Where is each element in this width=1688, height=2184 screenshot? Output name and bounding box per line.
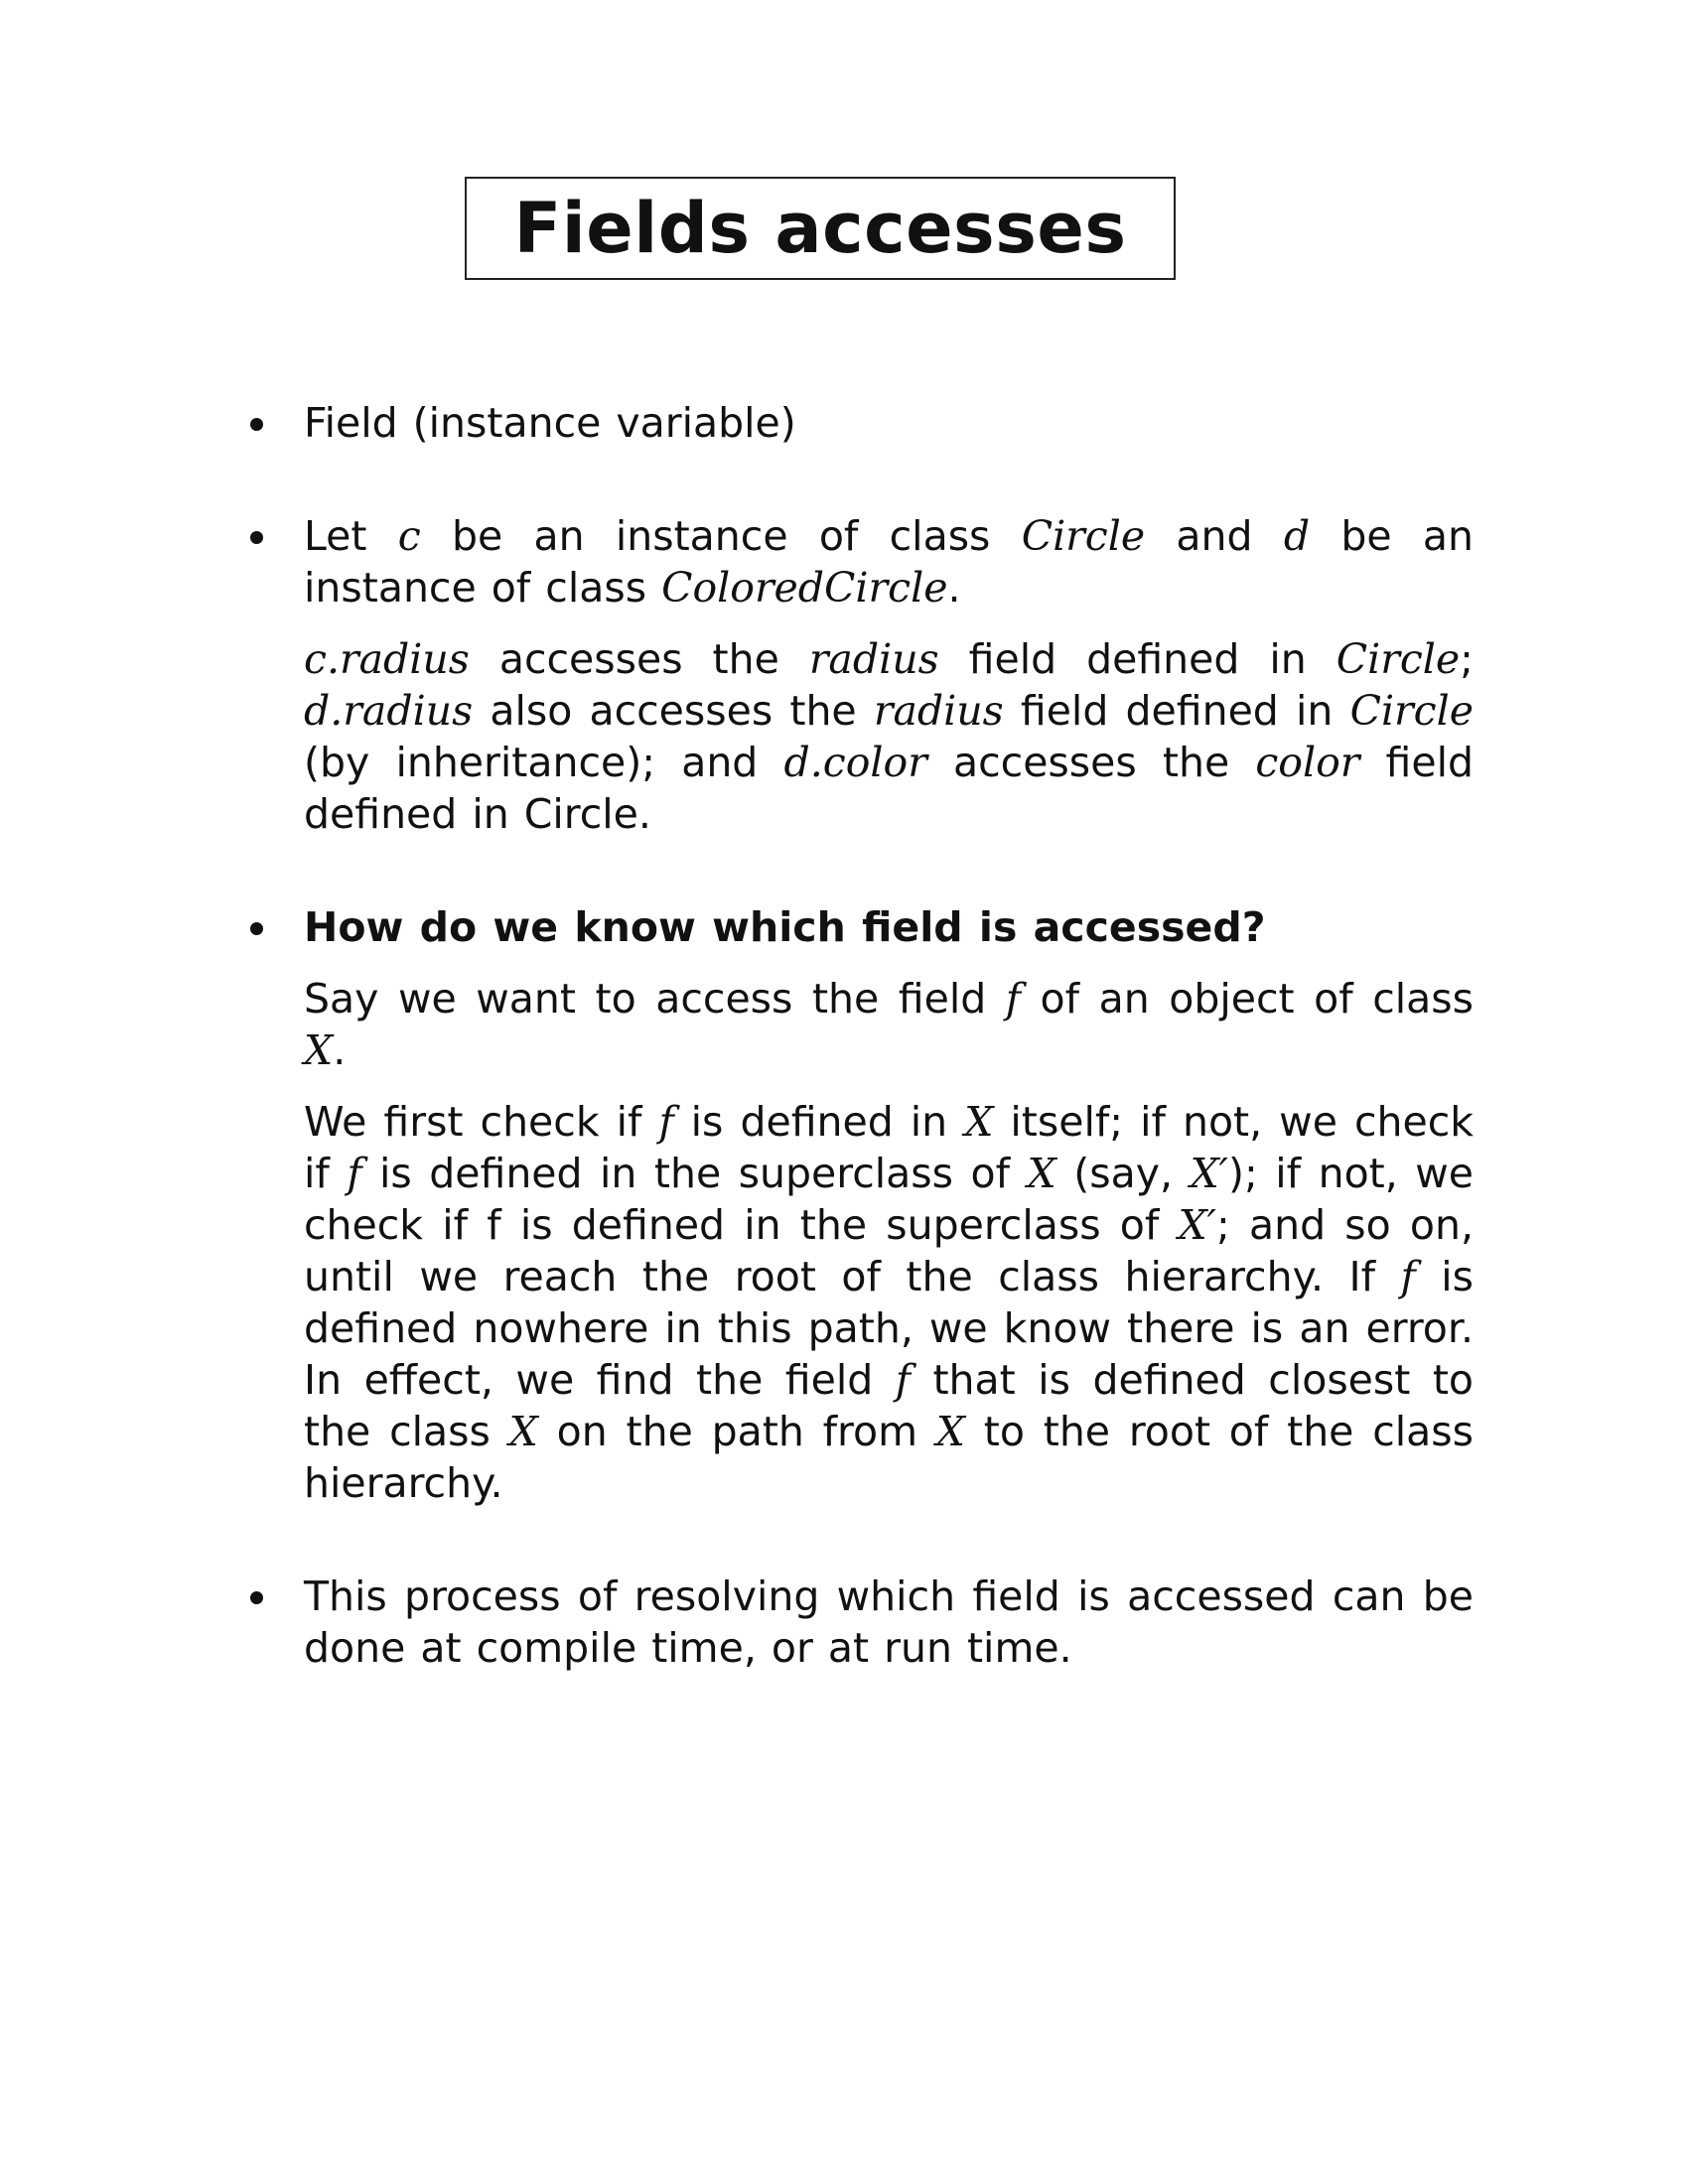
text-run: and xyxy=(1145,512,1284,560)
text-run: We first check if xyxy=(304,1098,659,1146)
text-run: This process of resolving which field is accessed can be done at compile time, or at run time. xyxy=(304,1572,1474,1672)
text-run: ; xyxy=(1460,635,1474,683)
text-run: (by inheritance); and xyxy=(304,739,784,786)
bullet-item xyxy=(242,397,1474,449)
math-term: c xyxy=(397,512,421,560)
text-run: field defined in xyxy=(938,635,1336,683)
math-term: X xyxy=(1027,1150,1056,1197)
math-term: d.radius xyxy=(304,687,474,735)
paragraph xyxy=(304,510,1474,614)
math-term: Circle xyxy=(1336,635,1461,683)
math-term: X xyxy=(304,1026,334,1074)
paragraph xyxy=(304,973,1474,1076)
paragraph xyxy=(304,901,1474,953)
math-term: f xyxy=(1005,975,1021,1023)
math-term: d.color xyxy=(783,739,927,786)
math-term: f xyxy=(1400,1253,1416,1300)
bullet-item xyxy=(242,510,1474,840)
text-run: ); if not, we check if f is defined in the superclass of xyxy=(304,1150,1475,1249)
math-term: X xyxy=(508,1408,538,1455)
math-term: X xyxy=(964,1098,994,1146)
math-term: Circle xyxy=(1349,687,1474,735)
text-run: Field (instance variable) xyxy=(304,399,796,447)
math-term: ColoredCircle xyxy=(661,564,948,612)
bullet-item xyxy=(242,901,1474,1509)
text-run: to the root of the class hierarchy. xyxy=(304,1408,1474,1507)
text-run: Let xyxy=(304,512,398,560)
text-run: field defined in xyxy=(1003,687,1350,735)
bullet-dot-icon xyxy=(250,418,263,431)
paragraph xyxy=(304,397,1474,449)
math-term: color xyxy=(1255,739,1360,786)
paragraph xyxy=(304,1570,1474,1674)
math-term: f xyxy=(347,1150,362,1197)
bullet-body xyxy=(304,397,1474,449)
math-term: radius xyxy=(873,687,1004,735)
title-box xyxy=(465,177,1176,280)
text-run: be an instance of class xyxy=(420,512,1022,560)
text-run: accesses the xyxy=(926,739,1256,786)
text-run: is defined nowhere in this path, we know there is an error. In effect, we find the field xyxy=(304,1253,1474,1404)
text-run: that is defined closest to the class xyxy=(304,1356,1474,1455)
math-term: c.radius xyxy=(304,635,470,683)
math-term: d xyxy=(1283,512,1311,560)
page-title: Fields accesses xyxy=(513,188,1127,269)
text-run: accesses the xyxy=(469,635,809,683)
text-run: ; and so on, until we reach the root of the class hierarchy. If xyxy=(304,1201,1474,1300)
text-run: of an object of class xyxy=(1020,975,1474,1023)
bullet-body xyxy=(304,510,1474,840)
math-term: X xyxy=(935,1408,965,1455)
math-term: Circle xyxy=(1021,512,1146,560)
bullet-body xyxy=(304,901,1474,1509)
text-run: Say we want to access the field xyxy=(304,975,1006,1023)
text-run: is defined in xyxy=(673,1098,965,1146)
text-run: on the path from xyxy=(537,1408,936,1455)
bullet-dot-icon xyxy=(250,531,263,544)
text-run: be an instance of class xyxy=(304,512,1474,612)
paragraph xyxy=(304,1096,1474,1509)
math-term: f xyxy=(895,1356,911,1404)
bullet-dot-icon xyxy=(250,1591,263,1604)
text-run: (say, xyxy=(1055,1150,1191,1197)
bullet-body xyxy=(304,1570,1474,1674)
math-term: X′ xyxy=(1178,1201,1216,1249)
text-run: . xyxy=(947,564,961,612)
text-run: also accesses the xyxy=(473,687,874,735)
text-run: field defined in Circle. xyxy=(304,739,1474,838)
math-term: radius xyxy=(808,635,939,683)
bullet-item xyxy=(242,1570,1474,1674)
paragraph xyxy=(304,633,1474,840)
text-run: . xyxy=(333,1026,347,1074)
bullet-dot-icon xyxy=(250,922,263,935)
bullet-list xyxy=(242,397,1474,1735)
question-heading: How do we know which field is accessed? xyxy=(304,903,1266,951)
text-run: itself; if not, we check if xyxy=(304,1098,1475,1197)
math-term: X′ xyxy=(1190,1150,1228,1197)
math-term: f xyxy=(658,1098,674,1146)
text-run: is defined in the superclass of xyxy=(361,1150,1028,1197)
